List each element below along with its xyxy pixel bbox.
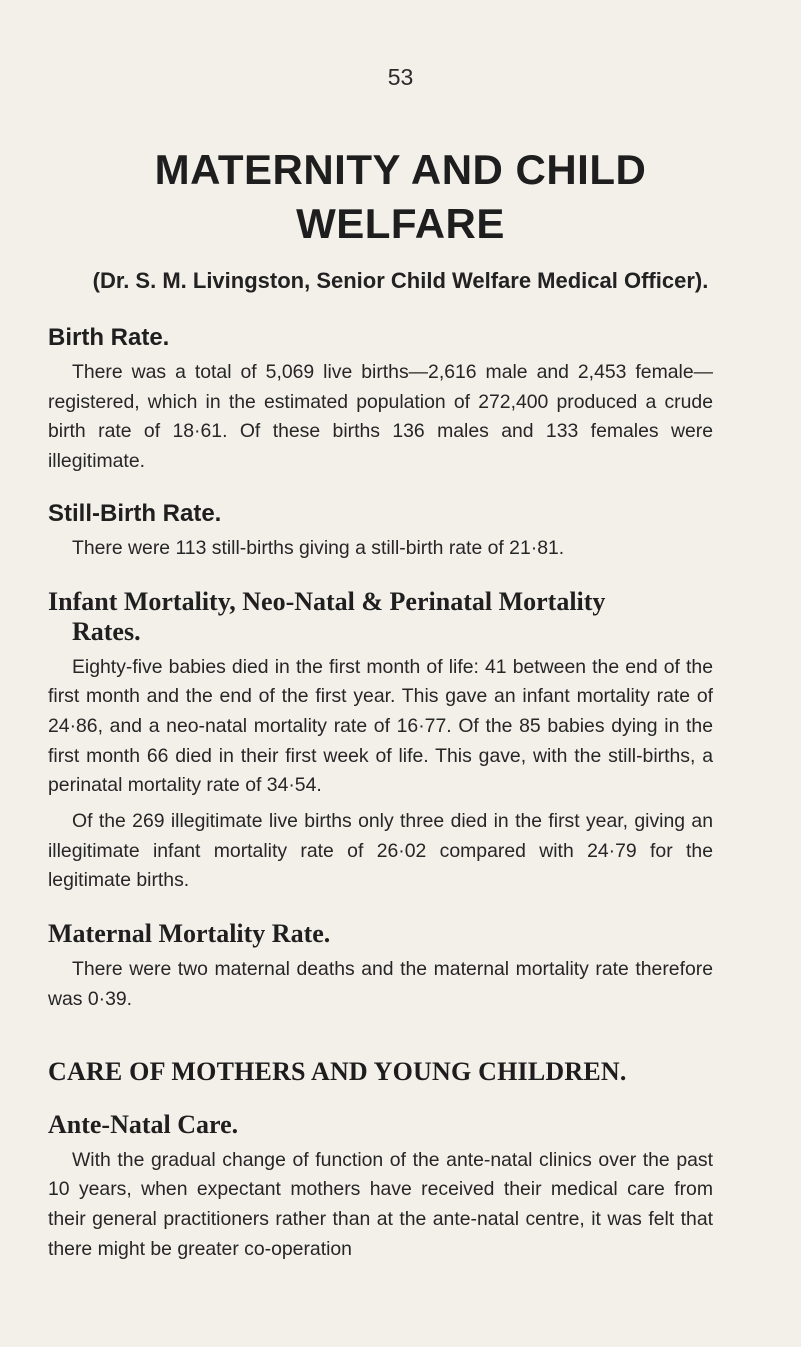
ante-natal-care-heading: Ante-Natal Care.	[48, 1109, 239, 1139]
still-birth-rate-paragraph: There were 113 still-births giving a still-birth rate of 21·81.	[72, 536, 565, 559]
page-title-line-1: MATERNITY AND CHILD	[154, 146, 647, 193]
document-body	[48, 324, 713, 1264]
ante-natal-care-paragraph: With the gradual change of function of the ante-natal clinics over the past 10 years, when expectant mothers have received their medical care from their general practitioners rather than at the ante-natal centre, it was felt that there might be greater co-operation	[48, 1148, 713, 1260]
infant-mortality-heading-line-1: Infant Mortality, Neo-Natal & Perinatal Mortality	[48, 586, 606, 616]
maternal-mortality-paragraph: There were two maternal deaths and the maternal mortality rate therefore was 0·39.	[48, 958, 713, 1010]
maternal-mortality-heading: Maternal Mortality Rate.	[48, 919, 331, 949]
care-section-heading: CARE OF MOTHERS AND YOUNG CHILDREN.	[48, 1056, 627, 1086]
infant-mortality-heading	[48, 587, 713, 647]
infant-mortality-paragraph-1: Eighty-five babies died in the first month of life: 41 between the end of the first month and the end of the first year. This gave an infant mortality rate of 24·86, and a neo-natal mortality rate of 16·77. Of the 85 babies dying in the first month 66 died in their first week of life. This gave, with the still-births, a perinatal mortality rate of 34·54.	[48, 655, 713, 797]
author-byline: (Dr. S. M. Livingston, Senior Child Welfare Medical Officer).	[92, 268, 709, 293]
still-birth-rate-heading: Still-Birth Rate.	[48, 499, 222, 527]
birth-rate-paragraph: There was a total of 5,069 live births—2,616 male and 2,453 female—registered, which in the estimated population of 272,400 produced a crude birth rate of 18·61. Of these births 136 males and 133 females were illegitimate.	[48, 361, 713, 473]
birth-rate-heading: Birth Rate.	[48, 324, 170, 351]
page-number: 53	[387, 64, 414, 90]
infant-mortality-paragraph-2: Of the 269 illegitimate live births only three died in the first year, giving an illegitimate infant mortality rate of 26·02 compared with 24·79 for the legitimate births.	[48, 810, 713, 892]
infant-mortality-heading-line-2: Rates.	[72, 616, 141, 646]
page-title-line-2: WELFARE	[296, 200, 505, 247]
